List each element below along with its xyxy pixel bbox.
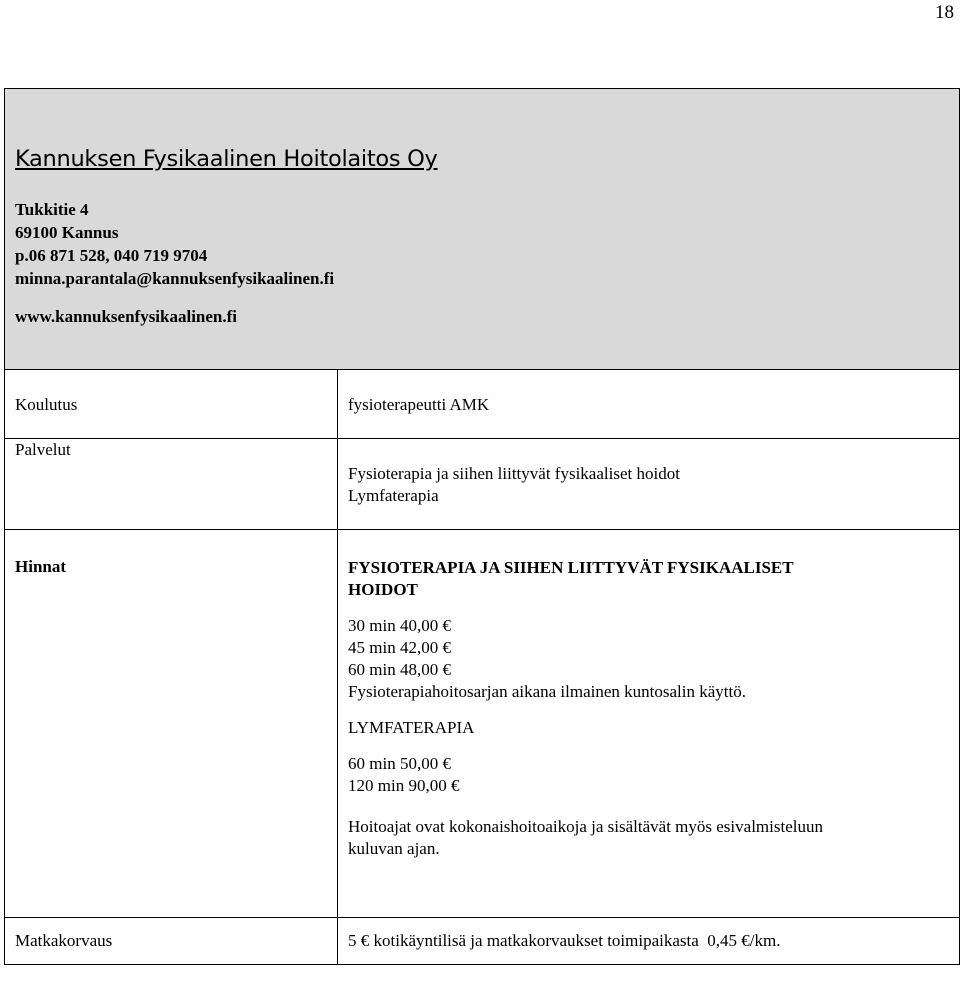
price-line: 60 min 48,00 € xyxy=(348,660,451,679)
phone-line: p.06 871 528, 040 719 9704 xyxy=(15,246,208,265)
page-number: 18 xyxy=(935,2,954,23)
address-line: Tukkitie 4 xyxy=(15,200,89,219)
matkakorvaus-row xyxy=(5,918,960,965)
matkakorvaus-label: Matkakorvaus xyxy=(15,931,113,950)
company-name: Kannuksen Fysikaalinen Hoitolaitos Oy xyxy=(15,146,438,172)
matkakorvaus-value-cell xyxy=(338,918,960,965)
price-line: 60 min 50,00 € xyxy=(348,754,451,773)
company-info-table xyxy=(4,88,960,965)
palvelut-item: Fysioterapia ja siihen liittyvät fysikaaliset hoidot xyxy=(348,464,680,483)
hinnat-label-cell xyxy=(5,530,338,918)
palvelut-item: Lymfaterapia xyxy=(348,486,439,505)
hinnat-label: Hinnat xyxy=(15,557,67,576)
hinnat-value-cell xyxy=(338,530,960,918)
matkakorvaus-value: 5 € kotikäyntilisä ja matkakorvaukset toimipaikasta 0,45 €/km. xyxy=(348,931,781,950)
fysioterapia-title-cont: HOIDOT xyxy=(348,580,418,599)
palvelut-row xyxy=(5,439,960,530)
postal-line: 69100 Kannus xyxy=(15,223,119,242)
price-line: 45 min 42,00 € xyxy=(348,638,451,657)
contact-block xyxy=(15,198,959,290)
koulutus-value-cell xyxy=(338,370,960,439)
price-line: 30 min 40,00 € xyxy=(348,616,451,635)
hinnat-row xyxy=(5,530,960,918)
kuntosali-note: Fysioterapiahoitosarjan aikana ilmainen kuntosalin käyttö. xyxy=(348,682,746,701)
matkakorvaus-label-cell xyxy=(5,918,338,965)
palvelut-label-cell xyxy=(5,439,338,530)
hoitoaika-note-cont: kuluvan ajan. xyxy=(348,839,440,858)
header-cell xyxy=(5,89,960,370)
fysioterapia-title: FYSIOTERAPIA JA SIIHEN LIITTYVÄT FYSIKAALISET xyxy=(348,558,794,577)
email-line[interactable]: minna.parantala@kannuksenfysikaalinen.fi xyxy=(15,269,335,288)
koulutus-value: fysioterapeutti AMK xyxy=(348,395,490,414)
koulutus-label: Koulutus xyxy=(15,395,78,414)
koulutus-label-cell xyxy=(5,370,338,439)
palvelut-label: Palvelut xyxy=(15,440,71,459)
hoitoaika-note: Hoitoajat ovat kokonaishoitoaikoja ja sisältävät myös esivalmisteluun xyxy=(348,817,823,836)
lymfaterapia-title: LYMFATERAPIA xyxy=(348,718,475,737)
header-row xyxy=(5,89,960,370)
palvelut-value-cell xyxy=(338,439,960,530)
website-line[interactable]: www.kannuksenfysikaalinen.fi xyxy=(15,307,238,326)
price-line: 120 min 90,00 € xyxy=(348,776,460,795)
koulutus-row xyxy=(5,370,960,439)
